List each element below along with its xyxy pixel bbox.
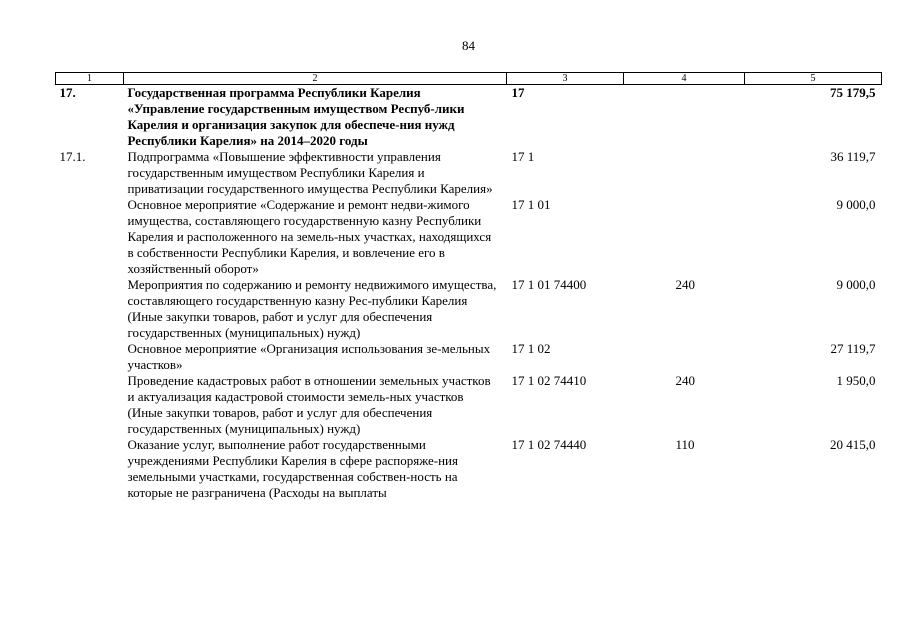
row-expense-type: 240 (675, 277, 695, 292)
row-number (56, 197, 124, 277)
row-expense-type (624, 197, 745, 277)
table-row (56, 149, 882, 197)
row-expense-type: 110 (675, 437, 695, 452)
row-amount: 1 950,0 (836, 373, 876, 388)
table-row (56, 197, 882, 277)
column-header: 1 (56, 73, 124, 85)
row-number: 17.1. (59, 149, 86, 164)
row-name: Государственная программа Республики Карелия «Управление государственным имуществом Респуб-лики Карелия и организация закупок для обеспече-ния нужд Республики Карелия» на 2014–2020 годы (127, 85, 465, 148)
row-code: 17 1 02 74410 (511, 373, 587, 388)
row-number: 17. (59, 85, 76, 100)
row-name: Основное мероприятие «Содержание и ремонт недви-жимого имущества, составляющего государственную казну Республики Карелия и расположенного на земель-ных участках, находящихся в собственности Республики Карелия, и вовлечение его в хозяйственный оборот» (127, 197, 492, 276)
row-amount: 9 000,0 (836, 277, 876, 292)
table-row (56, 437, 882, 501)
column-header: 5 (745, 73, 882, 85)
row-amount: 36 119,7 (830, 149, 876, 164)
column-header: 3 (507, 73, 624, 85)
row-code: 17 (511, 85, 525, 100)
column-header: 4 (624, 73, 745, 85)
row-name: Оказание услуг, выполнение работ государственными учреждениями Республики Карелия в сфере распоряже-ния земельными участками, государственная собствен-ность на которые не разграничена (Расходы на выплаты (127, 437, 458, 500)
row-number (56, 373, 124, 437)
table-header-row (56, 73, 882, 85)
table-row (56, 341, 882, 373)
row-name: Подпрограмма «Повышение эффективности управления государственным имуществом Республики Карелия и приватизации государственного имущества Республики Карелия» (127, 149, 493, 196)
row-amount: 9 000,0 (836, 197, 876, 212)
row-amount: 75 179,5 (830, 85, 876, 100)
row-expense-type (624, 341, 745, 373)
row-code: 17 1 02 74440 (511, 437, 587, 452)
row-name: Проведение кадастровых работ в отношении земельных участков и актуализация кадастровой стоимости земель-ных участков (Иные закупки товаров, работ и услуг для обеспечения государственных (муниципальных) нужд) (127, 373, 491, 436)
row-number (56, 341, 124, 373)
row-name: Основное мероприятие «Организация использования зе-мельных участков» (127, 341, 491, 372)
row-code: 17 1 01 (511, 197, 551, 212)
row-number (56, 437, 124, 501)
row-code: 17 1 02 (511, 341, 551, 356)
budget-table (55, 72, 882, 501)
row-expense-type: 240 (675, 373, 695, 388)
row-code: 17 1 (511, 149, 535, 164)
row-amount: 20 415,0 (830, 437, 876, 452)
row-expense-type (624, 149, 745, 197)
column-header: 2 (124, 73, 507, 85)
page-number: 84 (462, 38, 475, 53)
table-row (56, 373, 882, 437)
row-amount: 27 119,7 (830, 341, 876, 356)
table-row (56, 85, 882, 150)
row-number (56, 277, 124, 341)
row-expense-type (624, 85, 745, 150)
table-row (56, 277, 882, 341)
row-name: Мероприятия по содержанию и ремонту недвижимого имущества, составляющего государственную казну Рес-публики Карелия (Иные закупки товаров, работ и услуг для обеспечения государственных (муниципальных) нужд) (127, 277, 497, 340)
row-code: 17 1 01 74400 (511, 277, 587, 292)
